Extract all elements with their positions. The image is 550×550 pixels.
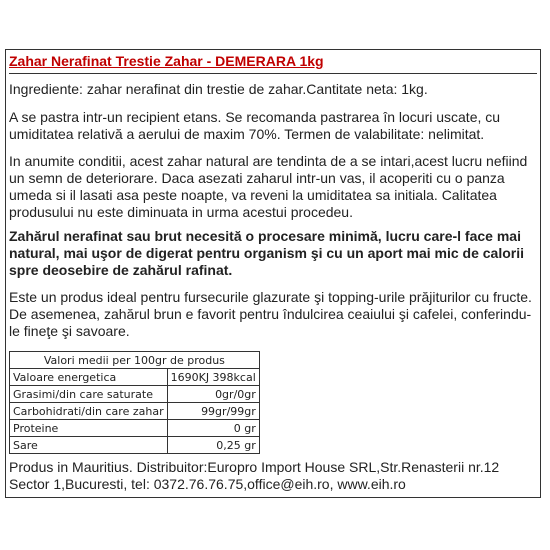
nutrition-value: 99gr/99gr <box>167 403 259 420</box>
nutrition-label: Sare <box>10 437 168 454</box>
nutrition-row <box>10 386 260 403</box>
processing-note: Zahărul nerafinat sau brut necesită o procesare minimă, lucru care-l face mai natural, mai uşor de digerat pentru organism şi cu un aport mai mic de calorii spre deosebire de zahărul rafinat. <box>9 228 525 278</box>
nutrition-label: Grasimi/din care saturate <box>10 386 168 403</box>
nutrition-row <box>10 369 260 386</box>
product-label <box>5 49 541 498</box>
nutrition-value: 0,25 gr <box>167 437 259 454</box>
nutrition-value: 0gr/0gr <box>167 386 259 403</box>
nutrition-label: Carbohidrati/din care zahar <box>10 403 168 420</box>
producer-info: Produs in Mauritius. Distribuitor:Europro Import House SRL,Str.Renasterii nr.12 Sector 1,Bucuresti, tel: 0372.76.76.75,office@eih.ro, www.eih.ro <box>9 459 500 492</box>
product-title: Zahar Nerafinat Trestie Zahar - DEMERARA 1kg <box>9 52 537 74</box>
nutrition-value: 0 gr <box>167 420 259 437</box>
nutrition-row <box>10 403 260 420</box>
nutrition-row <box>10 437 260 454</box>
nutrition-label: Valoare energetica <box>10 369 168 386</box>
nutrition-row <box>10 420 260 437</box>
storage-text: A se pastra intr-un recipient etans. Se recomanda pastrarea în locuri uscate, cu umiditatea relativă a aerului de maxim 70%. Termen de valabilitate: nelimitat. <box>9 109 501 142</box>
nutrition-header: Valori medii per 100gr de produs <box>10 352 260 369</box>
ingredients-text: Ingrediente: zahar nerafinat din trestie de zahar.Cantitate neta: 1kg. <box>9 81 428 97</box>
nutrition-label: Proteine <box>10 420 168 437</box>
nutrition-value: 1690KJ 398kcal <box>167 369 259 386</box>
nutrition-header-row <box>10 352 260 369</box>
conditions-text: In anumite conditii, acest zahar natural are tendinta de a se intari,acest lucru nefiind un semn de deteriorare. Daca asezati zaharul intr-un vas, il acoperiti cu o panza umeda si il lasati asa peste noapte, va reveni la umiditatea sa initiala. Calitatea produsului nu este diminuata in urma acestui procedeu. <box>9 153 528 220</box>
usage-text: Este un produs ideal pentru fursecurile glazurate şi topping-urile prăjiturilor cu fructe. De asemenea, zahărul brun e favorit pentru îndulcirea ceaiului şi cafelei, conferindu-le fineţe şi savoare. <box>9 289 532 339</box>
nutrition-table <box>9 351 260 454</box>
